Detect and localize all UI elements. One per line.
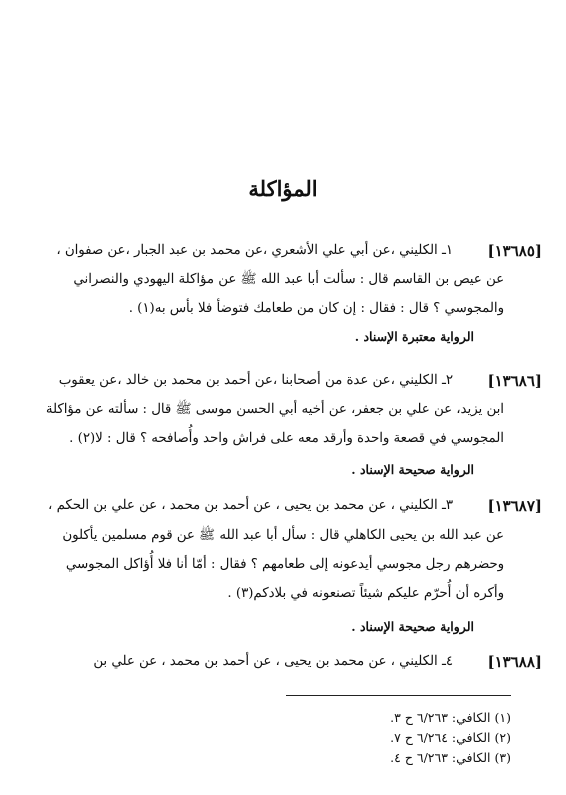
- footnote-divider: [286, 695, 511, 696]
- chain-grading-note: الرواية صحيحة الإسناد .: [351, 619, 474, 634]
- hadith-line: ٤ـ الكليني ، عن محمد بن يحيى ، عن أحمد بن محمد ، عن علي بن: [93, 654, 453, 669]
- hadith-line: ٣ـ الكليني ، عن محمد بن يحيى ، عن أحمد بن محمد ، عن علي بن الحكم ،: [48, 498, 453, 513]
- chain-grading-note: الرواية صحيحة الإسناد .: [351, 462, 474, 477]
- hadith-line: وحضرهم رجل مجوسي أيدعونه إلى طعامهم ؟ فقال : أمّا أنا فلا أُؤاكل المجوسي: [65, 557, 504, 572]
- hadith-line: عن عبد الله بن يحيى الكاهلي قال : سأل أبا عبد الله ﷺ عن قوم مسلمين يأكلون: [62, 528, 504, 543]
- hadith-line: وأكره أن أُحرّم عليكم شيئاً تصنعونه في بلادكم(٣) .: [227, 586, 504, 601]
- chapter-title: المؤاكلة: [248, 176, 318, 201]
- hadith-line: والمجوسي ؟ قال : فقال : إن كان من طعامك فتوضأ فلا بأس به(١) .: [128, 301, 504, 316]
- hadith-line: المجوسي في قصعة واحدة وأرقد معه على فراش واحد وأُصافحه ؟ قال : لا(٢) .: [69, 431, 504, 446]
- hadith-line: ابن يزيد، عن علي بن جعفر، عن أخيه أبي الحسن موسى ﷺ قال : سألته عن مؤاكلة: [45, 402, 504, 417]
- hadith-number: [١٣٦٨٦]: [487, 372, 542, 390]
- hadith-line: ٢ـ الكليني ،عن عدة من أصحابنا ،عن أحمد بن محمد بن خالد ،عن يعقوب: [58, 373, 453, 388]
- hadith-line: ١ـ الكليني ،عن أبي علي الأشعري ،عن محمد بن عبد الجبار ،عن صفوان ،: [56, 243, 453, 258]
- hadith-number: [١٣٦٨٨]: [487, 653, 542, 671]
- hadith-number: [١٣٦٨٧]: [487, 497, 542, 515]
- footnote: (٣) الكافي: ٦/٢٦٣ ح ٤.: [390, 750, 511, 765]
- hadith-number: [١٣٦٨٥]: [487, 242, 542, 260]
- chain-grading-note: الرواية معتبرة الإسناد .: [354, 329, 474, 344]
- hadith-line: عن عيص بن القاسم قال : سألت أبا عبد الله ﷺ عن مؤاكلة اليهودي والنصراني: [73, 272, 504, 287]
- footnote: (١) الكافي: ٦/٢٦٣ ح ٣.: [390, 710, 511, 725]
- footnote: (٢) الكافي: ٦/٢٦٤ ح ٧.: [390, 730, 511, 745]
